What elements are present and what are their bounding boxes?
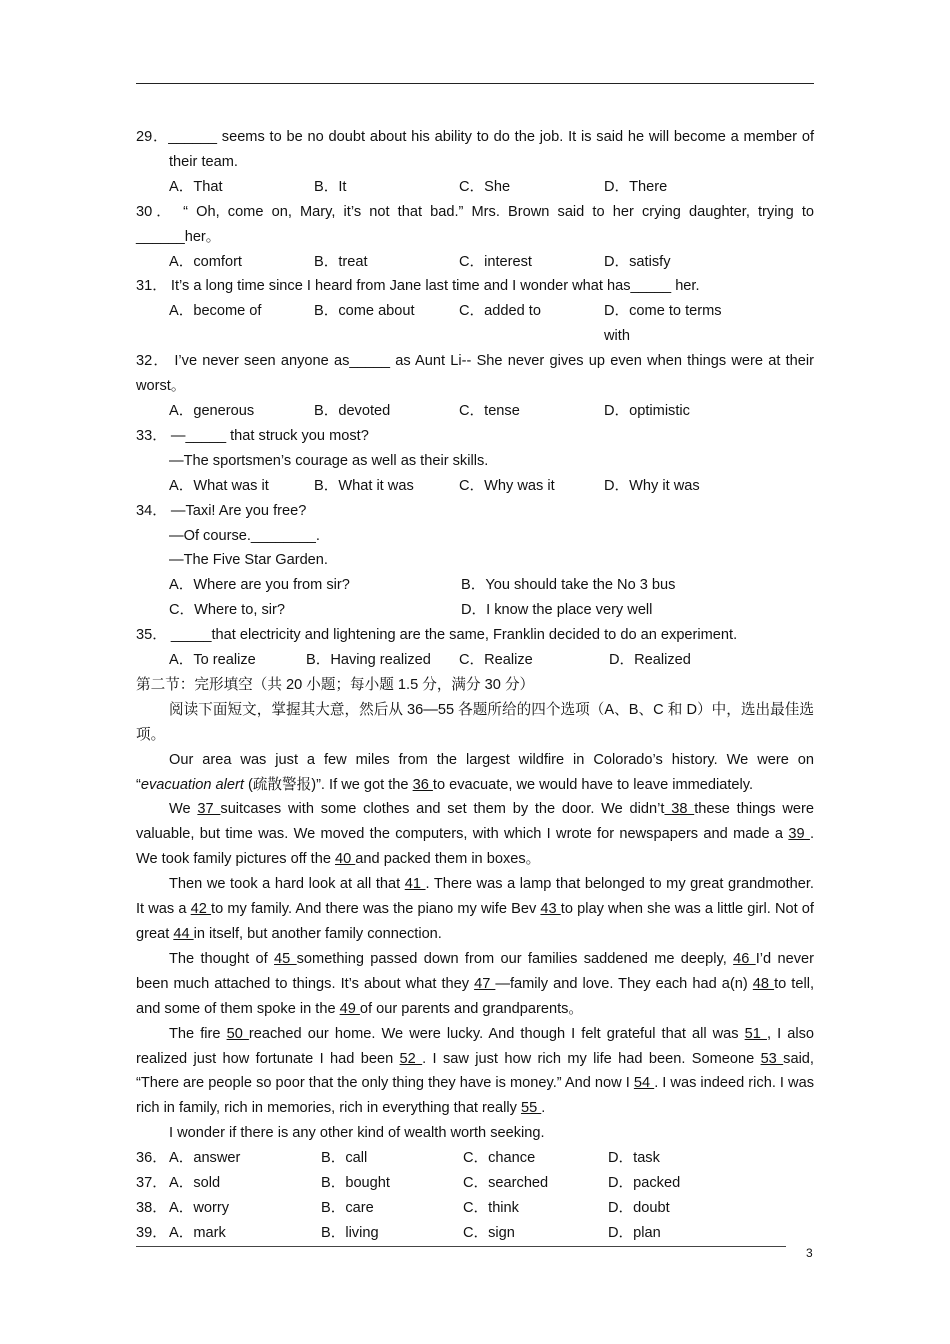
blank-50: 50 — [226, 1025, 249, 1042]
option-a: A．answer — [169, 1150, 241, 1167]
option-b: B．What it was — [314, 477, 414, 494]
header-rule — [136, 83, 814, 84]
option-d: D．task — [608, 1150, 660, 1167]
dialogue-line: —Taxi! Are you free? — [170, 502, 307, 519]
question-33: 33． —_____ that struck you most? — [136, 427, 369, 444]
option-d: D．packed — [608, 1175, 681, 1192]
option-d: D．optimistic — [604, 402, 690, 419]
option-c: C．She — [459, 178, 511, 195]
blank-43: 43 — [540, 901, 561, 918]
blank-54: 54 — [633, 1075, 655, 1092]
option-d: D．come to terms with — [604, 303, 722, 345]
question-stem: It’s a long time since I heard from Jane last time and I wonder what has_____ her. — [170, 278, 700, 295]
blank-37: 37 — [197, 801, 221, 818]
blank-44: 44 — [173, 926, 194, 942]
option-a: A．mark — [169, 1224, 226, 1241]
option-c: C．Realize — [459, 652, 533, 669]
blank-46: 46 — [733, 950, 756, 967]
option-b: B．It — [314, 178, 347, 195]
option-d: D．I know the place very well — [461, 602, 653, 619]
option-d: D．Why it was — [604, 477, 700, 494]
option-b: B．Having realized — [306, 652, 431, 669]
option-d: D．doubt — [608, 1199, 670, 1216]
question-35: 35． _____that electricity and lightening are the same, Franklin decided to do an experiment. — [136, 627, 738, 644]
dialogue-line: —Of course.________. — [169, 527, 320, 544]
options-34-row1 — [136, 573, 814, 598]
dialogue-line: —_____ that struck you most? — [170, 427, 369, 444]
option-c: C．interest — [459, 253, 532, 270]
passage-paragraph-4: The thought of 45 something passed down from our families saddened me deeply, 46 I’d never been much attached to things. It’s about what they 47 —family and love. They each had a(n) 48 to tell, and some of them spoke in the 49 of our parents and grandparents。 — [136, 950, 814, 1017]
option-c: C．Where to, sir? — [169, 602, 285, 619]
question-31: 31． It’s a long time since I heard from Jane last time and I wonder what has_____ her. — [136, 278, 700, 295]
options-33 — [136, 474, 814, 499]
option-a: A．worry — [169, 1199, 229, 1216]
option-c: C．sign — [463, 1224, 515, 1241]
option-a: A．Where are you from sir? — [169, 577, 350, 594]
option-c: C．tense — [459, 402, 520, 419]
blank-40: 40 — [335, 851, 356, 868]
option-b: B．call — [321, 1150, 368, 1167]
options-29 — [136, 175, 814, 200]
answer-row-39: 39． A．mark B．living C．sign D．plan — [136, 1221, 814, 1246]
passage-paragraph-2: We 37 suitcases with some clothes and set them by the door. We didn’t 38 these things were valuable, but time was. We moved the computers, with which I wrote for newspapers and made a 39 . We took family pictures off the 40 and packed them in boxes。 — [136, 801, 815, 868]
question-32: 32． I’ve never seen anyone as_____ as Aunt Li-- She never gives up even when things were at their worst。 — [136, 353, 814, 395]
option-a: A．What was it — [169, 477, 269, 494]
dialogue-line: —The Five Star Garden. — [169, 552, 328, 569]
options-34-row2 — [136, 598, 814, 623]
blank-41: 41 — [404, 876, 426, 893]
dialogue-line: —The sportsmen’s courage as well as their skills. — [169, 452, 489, 469]
option-a: A．That — [169, 178, 223, 195]
page-number: 3 — [806, 1246, 813, 1260]
blank-36: 36 — [412, 776, 433, 793]
option-a: A．comfort — [169, 253, 242, 270]
option-b: B．come about — [314, 303, 415, 320]
question-29: 29．______ seems to be no doubt about his ability to do the job. It is said he will become a member of their team. — [136, 129, 815, 170]
option-d: D．There — [604, 178, 668, 195]
option-d: D．plan — [608, 1224, 661, 1241]
answer-row-36: 36． A．answer B．call C．chance D．task — [136, 1146, 814, 1171]
option-a: A．become of — [169, 303, 262, 320]
question-stem: I’ve never seen anyone as_____ as Aunt Li-- She never gives up even when things were at their worst。 — [136, 353, 814, 395]
question-stem: ______ seems to be no doubt about his ability to do the job. It is said he will become a member of their team. — [168, 129, 815, 170]
section-instruction: 阅读下面短文，掌握其大意，然后从 36—55 各题所给的四个选项（A、B、C 和 D）中，选出最佳选项。 — [136, 701, 814, 743]
footer-rule — [136, 1246, 786, 1247]
blank-53: 53 — [760, 1050, 784, 1067]
blank-45: 45 — [274, 950, 297, 967]
question-stem: _____that electricity and lightening are the same, Franklin decided to do an experiment. — [170, 627, 738, 644]
option-c: C．think — [463, 1199, 519, 1216]
option-b: B．devoted — [314, 402, 391, 419]
page-content — [136, 125, 814, 1246]
section-title: 第二节：完形填空（共 20 小题；每小题 1.5 分，满分 30 分） — [136, 676, 535, 693]
blank-49: 49 — [339, 1000, 360, 1017]
option-b: B．You should take the No 3 bus — [461, 577, 676, 594]
option-d: D．satisfy — [604, 253, 671, 270]
passage-paragraph-6: I wonder if there is any other kind of wealth worth seeking. — [169, 1125, 545, 1142]
blank-48: 48 — [752, 975, 775, 992]
blank-55: 55 — [520, 1100, 542, 1117]
blank-47: 47 — [474, 975, 496, 992]
option-c: C．searched — [463, 1175, 549, 1192]
option-b: B．treat — [314, 253, 368, 270]
options-31 — [136, 299, 814, 349]
option-d: D．Realized — [609, 652, 691, 669]
question-34: 34． —Taxi! Are you free? — [136, 502, 307, 519]
answer-row-37: 37． A．sold B．bought C．searched D．packed — [136, 1171, 814, 1196]
blank-51: 51 — [744, 1025, 767, 1042]
options-32 — [136, 399, 814, 424]
option-c: C．chance — [463, 1150, 536, 1167]
option-c: C．added to — [459, 303, 541, 320]
answer-row-38: 38． A．worry B．care C．think D．doubt — [136, 1196, 814, 1221]
passage-paragraph-5: The fire 50 reached our home. We were lucky. And though I felt grateful that all was 51 , I also realized just how fortunate I had been 52 . I saw just how rich my life had been. Someone 53 said, “There are people so poor that the only thing they have is money.” And now I 54 . I was indeed rich. I was rich in family, rich in memories, rich in everything that really 55 . — [136, 1025, 815, 1117]
option-a: A．generous — [169, 402, 255, 419]
option-b: B．bought — [321, 1175, 390, 1192]
question-stem: “ Oh, come on, Mary, it’s not that bad.” Mrs. Brown said to her crying daughter, trying to ______her。 — [136, 203, 814, 245]
blank-52: 52 — [399, 1050, 423, 1067]
option-a: A．sold — [169, 1175, 221, 1192]
passage-paragraph-3: Then we took a hard look at all that 41 . There was a lamp that belonged to my great grandmother. It was a 42 to my family. And there was the piano my wife Bev 43 to play when she was a little girl. Not of great 44 in itself, but another family connection. — [136, 876, 814, 942]
passage-paragraph-1: Our area was just a few miles from the largest wildfire in Colorado’s history. We were on “evacuation alert (疏散警报)”. If we got the 36 to evacuate, we would have to leave immediately. — [136, 751, 814, 793]
option-c: C．Why was it — [459, 477, 555, 494]
option-b: B．living — [321, 1224, 379, 1241]
options-30 — [136, 250, 814, 275]
option-b: B．care — [321, 1199, 374, 1216]
blank-42: 42 — [190, 901, 212, 918]
question-30: 30． “ Oh, come on, Mary, it’s not that bad.” Mrs. Brown said to her crying daughter, trying to ______her。 — [136, 203, 814, 245]
option-a: A．To realize — [169, 652, 256, 669]
options-35 — [136, 648, 814, 673]
blank-38: 38 — [664, 801, 695, 818]
blank-39: 39 — [788, 826, 810, 843]
